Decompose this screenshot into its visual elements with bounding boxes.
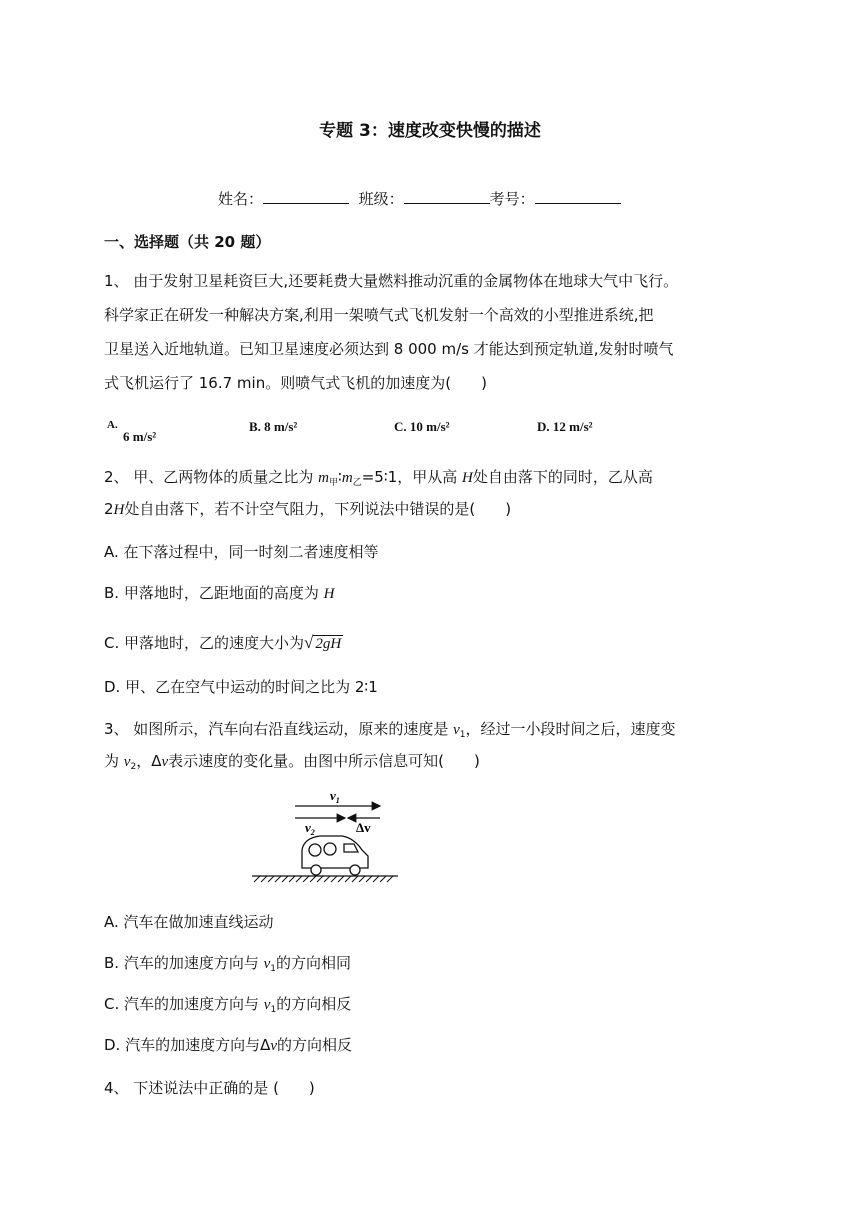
q3-text: ，经过一小段时间之后，速度变: [465, 720, 676, 738]
q2-option-b-text: B. 甲落地时，乙距地面的高度为: [104, 584, 324, 602]
q1-option-d: D. 12 m/s²: [537, 419, 593, 434]
q3-text: 表示速度的变化量。由图中所示信息可知( ): [168, 752, 480, 770]
q1-line-3: 卫星送入近地轨道。已知卫星速度必须达到 8 000 m/s 才能达到预定轨道,发射时喷气: [104, 340, 674, 358]
height-symbol: H: [462, 470, 473, 486]
q3-option-b: [104, 952, 351, 974]
number-label: 考号：: [489, 190, 535, 208]
q3-option-d: [104, 1034, 352, 1055]
q1-option-a: 6 m/s²: [123, 429, 157, 444]
car-velocity-figure: [250, 786, 400, 886]
q1-line-4: 式飞机运行了 16.7 min。则喷气式飞机的加速度为( ): [104, 374, 487, 392]
q1-option-a-letter: A.: [107, 419, 118, 431]
sqrt-body: 2gH: [315, 636, 342, 652]
q3-text: 为: [104, 752, 124, 770]
q3-option-c-text: 的方向相反: [276, 995, 352, 1013]
page-title: 专题 3：速度改变快慢的描述: [319, 121, 541, 141]
velocity-symbol: v: [123, 754, 131, 770]
q1-option-c: C. 10 m/s²: [394, 419, 450, 434]
mass-symbol: m: [341, 470, 353, 486]
q3-text: ，Δ: [136, 752, 162, 770]
q3-option-a: A. 汽车在做加速直线运动: [104, 913, 274, 931]
label-v2: $v_2$: [305, 820, 315, 837]
class-blank[interactable]: [404, 189, 490, 204]
mass-symbol: m: [318, 470, 329, 486]
q3-option-b-text: B. 汽车的加速度方向与: [104, 954, 264, 972]
q1-option-b: B. 8 m/s²: [249, 419, 298, 434]
velocity-symbol: v: [263, 956, 271, 972]
q2-text: 处自由落下，若不计空气阻力，下列说法中错误的是( ): [124, 500, 512, 518]
q1-line-1: 1、 由于发射卫星耗资巨大,还要耗费大量燃料推动沉重的金属物体在地球大气中飞行。: [104, 272, 679, 290]
name-label: 姓名：: [218, 190, 264, 208]
name-blank[interactable]: [263, 189, 349, 204]
q2-text: =5∶1，甲从高: [361, 468, 463, 486]
q3-option-c: [104, 993, 351, 1015]
q2-line-1: [104, 466, 653, 488]
section-heading: 一、选择题（共 20 题）: [104, 233, 271, 251]
mass-sub-yi: 乙: [352, 478, 362, 488]
ground-hatching: [252, 876, 398, 882]
velocity-sub: 1: [270, 1005, 277, 1015]
q2-option-c-text: C. 甲落地时，乙的速度大小为: [104, 634, 305, 652]
q3-option-b-text: 的方向相同: [276, 954, 352, 972]
q2-text: 处自由落下的同时，乙从高: [472, 468, 653, 486]
q2-option-c: [104, 632, 343, 653]
velocity-sub: 1: [459, 730, 466, 740]
number-blank[interactable]: [535, 189, 621, 204]
q3-line-1: [104, 718, 676, 740]
student-info-line: [218, 188, 621, 209]
q2-option-d: D. 甲、乙在空气中运动的时间之比为 2∶1: [104, 678, 378, 696]
q1-line-2: 科学家正在研发一种解决方案,利用一架喷气式飞机发射一个高效的小型推进系统,把: [104, 306, 654, 324]
class-label: 班级：: [358, 190, 404, 208]
velocity-symbol: v: [161, 754, 169, 770]
velocity-sub: 2: [130, 762, 137, 772]
q2-option-a: A. 在下落过程中，同一时刻二者速度相等: [104, 543, 379, 561]
ratio-colon: ∶: [337, 468, 342, 486]
velocity-sub: 1: [270, 964, 277, 974]
q2-text: 2: [104, 500, 114, 518]
q3-option-c-text: C. 汽车的加速度方向与: [104, 995, 264, 1013]
q2-text: 2、 甲、乙两物体的质量之比为: [104, 468, 319, 486]
velocity-symbol: v: [453, 722, 460, 738]
label-dv: Δv: [356, 820, 371, 835]
q3-option-d-text: 的方向相反: [277, 1036, 353, 1054]
height-symbol: H: [113, 502, 125, 518]
q3-option-d-text: D. 汽车的加速度方向与Δ: [104, 1036, 271, 1054]
label-v1: $v_1$: [330, 788, 340, 805]
height-symbol: H: [323, 586, 335, 602]
q2-line-2: [104, 498, 511, 519]
sqrt-sign: √: [304, 633, 314, 652]
velocity-symbol: v: [263, 997, 271, 1013]
q4-line-1: 4、 下述说法中正确的是 ( ): [104, 1079, 315, 1097]
mass-sub-jia: 甲: [328, 478, 338, 488]
q3-line-2: [104, 750, 480, 772]
q3-text: 3、 如图所示，汽车向右沿直线运动，原来的速度是: [104, 720, 454, 738]
velocity-symbol: v: [270, 1038, 278, 1054]
car-icon: [302, 836, 368, 875]
q2-option-b: [104, 582, 334, 603]
